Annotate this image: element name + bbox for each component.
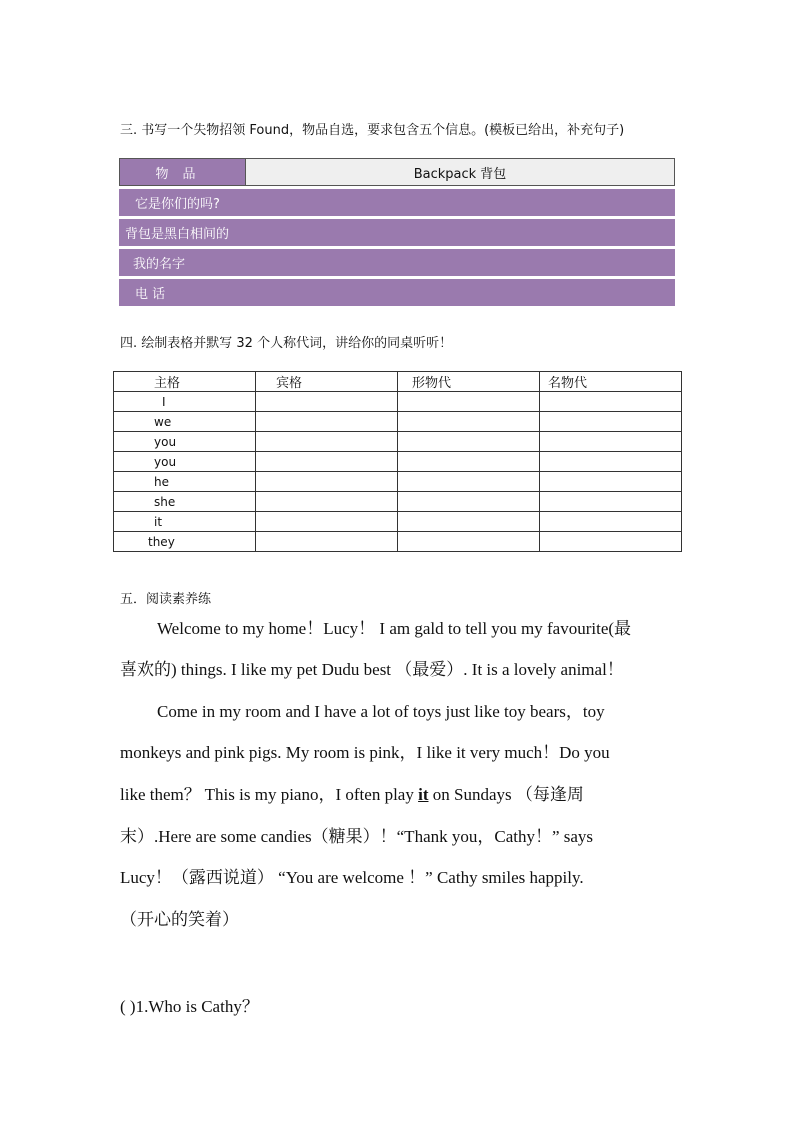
table-row — [114, 512, 682, 532]
passage-line — [120, 783, 584, 807]
answer-cell[interactable] — [256, 432, 398, 452]
table-row — [114, 412, 682, 432]
answer-cell[interactable] — [540, 532, 682, 552]
pronoun-table — [113, 371, 682, 552]
answer-cell[interactable] — [540, 452, 682, 472]
found-template — [119, 158, 675, 306]
passage-text: on Sundays （每逢周 — [428, 785, 584, 804]
answer-cell[interactable] — [398, 532, 540, 552]
answer-cell[interactable] — [540, 512, 682, 532]
subject-cell: she — [114, 492, 256, 512]
answer-cell[interactable] — [256, 512, 398, 532]
passage-text: like them？ This is my piano，I often play — [120, 785, 419, 804]
answer-cell[interactable] — [398, 412, 540, 432]
table-row — [114, 392, 682, 412]
table-row — [114, 532, 682, 552]
answer-cell[interactable] — [256, 452, 398, 472]
passage-line: 末）.Here are some candies（糖果）！“Thank you，Cathy！” says — [120, 827, 594, 846]
found-header-label: 物品 — [120, 159, 246, 185]
subject-cell: I — [114, 392, 256, 412]
answer-cell[interactable] — [256, 412, 398, 432]
subject-cell: he — [114, 472, 256, 492]
answer-cell[interactable] — [256, 492, 398, 512]
passage-line: Welcome to my home！Lucy！ I am gald to tell you my favourite(最 — [157, 619, 632, 638]
answer-cell[interactable] — [256, 532, 398, 552]
answer-cell[interactable] — [540, 432, 682, 452]
passage-line: 喜欢的) things. I like my pet Dudu best （最爱）. It is a lovely animal！ — [120, 660, 624, 679]
underlined-word: it — [418, 785, 429, 804]
table-row — [114, 492, 682, 512]
subject-cell: you — [114, 452, 256, 472]
passage-line: Come in my room and I have a lot of toys just like toy bears，toy — [157, 702, 605, 721]
answer-cell[interactable] — [398, 432, 540, 452]
header-noun-possessive: 名物代 — [540, 372, 682, 392]
found-header-value[interactable]: Backpack 背包 — [246, 159, 674, 185]
table-row — [114, 452, 682, 472]
passage-line: Lucy！（露西说道） “You are welcome ！” Cathy smiles happily. — [120, 868, 584, 887]
answer-cell[interactable] — [398, 452, 540, 472]
answer-cell[interactable] — [540, 412, 682, 432]
section3-title: 三. 书写一个失物招领 Found，物品自选，要求包含五个信息。(模板已给出，补充句子) — [120, 123, 625, 138]
answer-cell[interactable] — [398, 392, 540, 412]
found-row-3[interactable]: 我的名字 — [119, 249, 675, 276]
answer-cell[interactable] — [256, 392, 398, 412]
section4-title: 四. 绘制表格并默写 32 个人称代词，讲给你的同桌听听！ — [120, 336, 453, 351]
subject-cell: we — [114, 412, 256, 432]
answer-cell[interactable] — [256, 472, 398, 492]
question-1[interactable]: ( )1.Who is Cathy？ — [120, 997, 259, 1016]
passage-line: （开心的笑着） — [120, 910, 239, 929]
table-header-row — [114, 372, 682, 392]
header-adj-possessive: 形物代 — [398, 372, 540, 392]
table-row — [114, 432, 682, 452]
subject-cell: they — [114, 532, 256, 552]
found-row-4[interactable]: 电 话 — [119, 279, 675, 306]
answer-cell[interactable] — [398, 472, 540, 492]
answer-cell[interactable] — [398, 492, 540, 512]
answer-cell[interactable] — [540, 492, 682, 512]
answer-cell[interactable] — [398, 512, 540, 532]
section5-title: 五．阅读素养练 — [120, 592, 212, 607]
table-row — [114, 472, 682, 492]
answer-cell[interactable] — [540, 472, 682, 492]
header-subject: 主格 — [114, 372, 256, 392]
answer-cell[interactable] — [540, 392, 682, 412]
found-header-row — [119, 158, 675, 186]
subject-cell: it — [114, 512, 256, 532]
header-object: 宾格 — [256, 372, 398, 392]
found-row-2[interactable]: 背包是黑白相间的 — [119, 219, 675, 246]
subject-cell: you — [114, 432, 256, 452]
passage-line: monkeys and pink pigs. My room is pink，I like it very much！Do you — [120, 743, 610, 762]
found-row-1[interactable]: 它是你们的吗? — [119, 189, 675, 216]
